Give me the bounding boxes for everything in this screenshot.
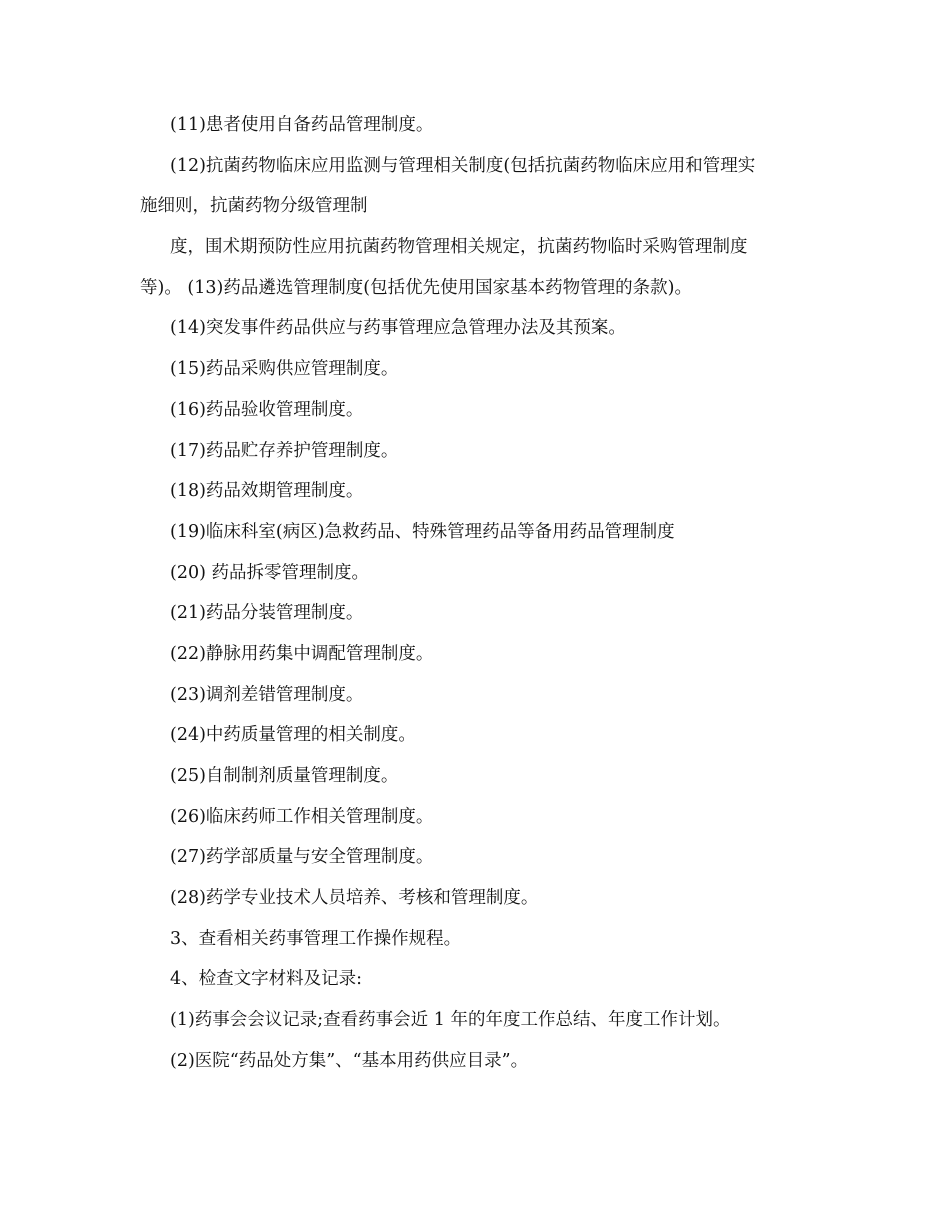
text-line: 等)。 (13)药品遴选管理制度(包括优先使用国家基本药物管理的条款)。 [140,277,692,298]
text-line: 施细则，抗菌药物分级管理制 [140,196,368,217]
text-line: 度，围术期预防性应用抗菌药物管理相关规定，抗菌药物临时采购管理制度 [170,237,748,258]
text-line: (27)药学部质量与安全管理制度。 [170,847,434,868]
text-line: (22)静脉用药集中调配管理制度。 [170,643,434,664]
text-line: (26)临床药师工作相关管理制度。 [170,806,434,827]
text-line: (11)患者使用自备药品管理制度。 [170,115,434,135]
text-line: 4、检查文字材料及记录: [170,969,363,990]
text-line: (17)药品贮存养护管理制度。 [170,440,399,461]
text-line: (20) 药品拆零管理制度。 [170,562,369,583]
text-line: (23)调剂差错管理制度。 [170,684,364,705]
text-line: (19)临床科室(病区)急救药品、特殊管理药品等备用药品管理制度 [170,521,675,542]
text-line: (12)抗菌药物临床应用监测与管理相关制度(包括抗菌药物临床应用和管理实 [170,155,756,176]
text-line: (28)药学专业技术人员培养、考核和管理制度。 [170,888,539,909]
text-line: (24)中药质量管理的相关制度。 [170,725,416,746]
text-line: (21)药品分装管理制度。 [170,603,364,624]
text-line: (2)医院“药品处方集”、“基本用药供应目录”。 [170,1050,529,1071]
text-line: (25)自制制剂质量管理制度。 [170,766,399,786]
text-line: 3、查看相关药事管理工作操作规程。 [170,928,462,949]
document-body [140,113,810,1090]
text-line: (14)突发事件药品供应与药事管理应急管理办法及其预案。 [170,318,626,339]
text-line: (15)药品采购供应管理制度。 [170,359,399,380]
text-line: (1)药事会会议记录;查看药事会近 1 年的年度工作总结、年度工作计划。 [170,1010,731,1031]
text-line: (16)药品验收管理制度。 [170,399,364,420]
text-line: (18)药品效期管理制度。 [170,481,364,502]
